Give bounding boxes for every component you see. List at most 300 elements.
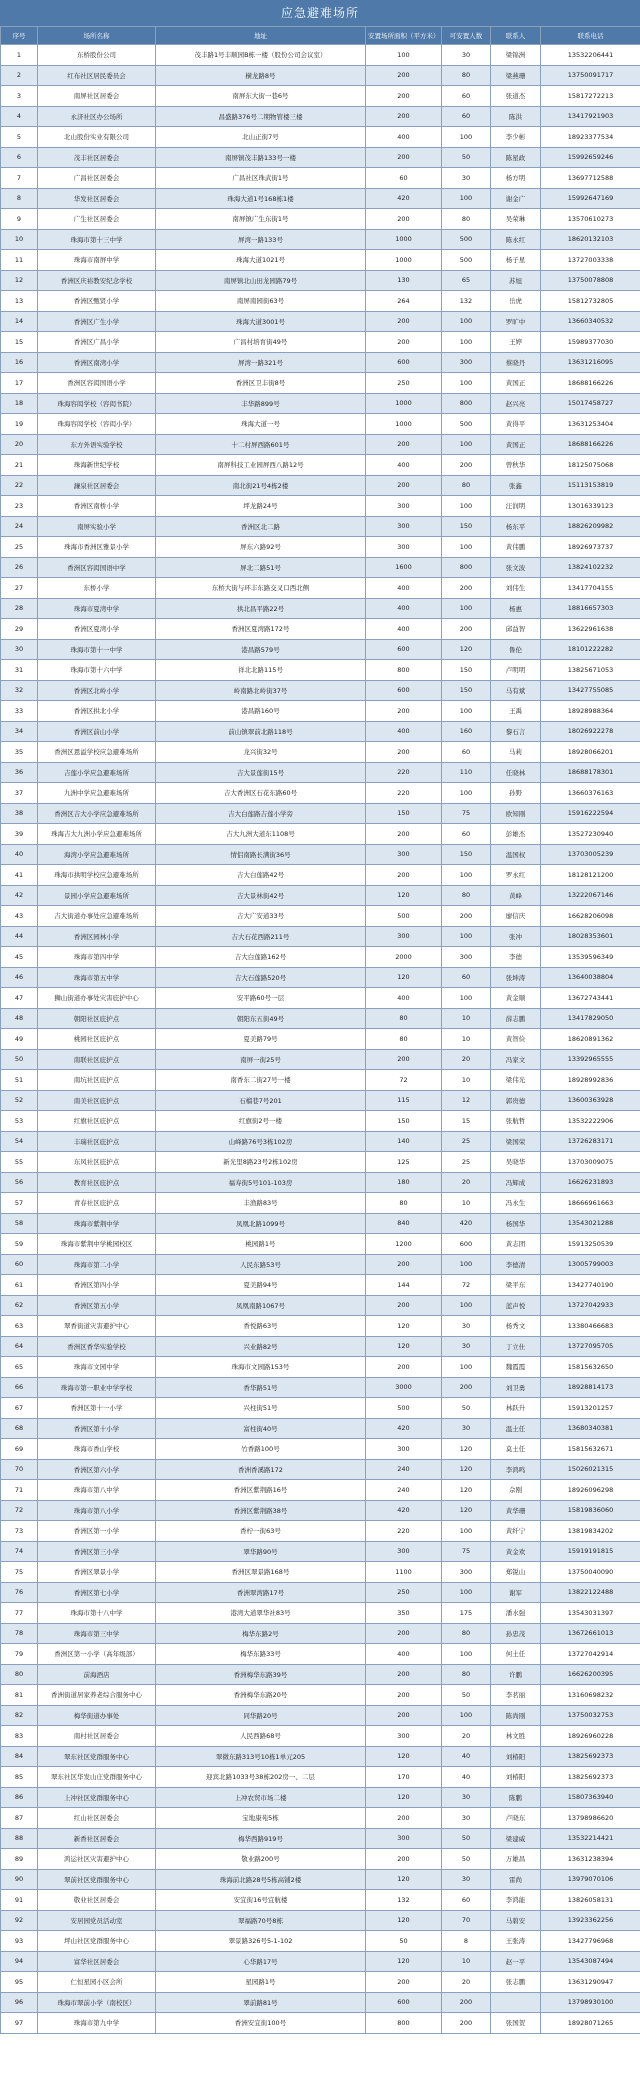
cell-area: 1100: [366, 1562, 442, 1583]
cell-phone: 18028353601: [541, 926, 640, 947]
cell-address: 前山镇翠前北路118号: [156, 721, 366, 742]
cell-phone: 13660376163: [541, 783, 640, 804]
cell-capacity: 200: [442, 578, 491, 599]
cell-name: 珠海新世纪学校: [38, 455, 156, 476]
cell-capacity: 50: [442, 1398, 491, 1419]
cell-index: 59: [1, 1234, 38, 1255]
cell-contact: 廖信庆: [491, 906, 541, 927]
cell-address: 坪龙路24号: [156, 496, 366, 517]
table-row: [1, 1644, 640, 1665]
cell-capacity: 30: [442, 1869, 491, 1890]
cell-name: 珠海市夏湾中学: [38, 598, 156, 619]
cell-contact: 李德: [491, 947, 541, 968]
table-row: [1, 721, 640, 742]
cell-address: 南屏东大街一巷6号: [156, 86, 366, 107]
cell-address: 红旗街2号一楼: [156, 1111, 366, 1132]
cell-name: 梅华街道办事处: [38, 1705, 156, 1726]
cell-capacity: 100: [442, 1295, 491, 1316]
table-row: [1, 1070, 640, 1091]
cell-capacity: 20: [442, 1972, 491, 1993]
cell-index: 35: [1, 742, 38, 763]
cell-name: 香洲区广生小学: [38, 311, 156, 332]
table-body: [1, 45, 640, 2034]
cell-capacity: 100: [442, 311, 491, 332]
cell-name: 珠海市第二小学: [38, 1254, 156, 1275]
cell-name: 香洲区广昌小学: [38, 332, 156, 353]
cell-address: 香华路51号: [156, 1377, 366, 1398]
cell-capacity: 160: [442, 721, 491, 742]
cell-capacity: 100: [442, 1644, 491, 1665]
cell-contact: 罗永红: [491, 865, 541, 886]
cell-area: 400: [366, 127, 442, 148]
table-row: [1, 1234, 640, 1255]
cell-area: 600: [366, 680, 442, 701]
cell-area: 200: [366, 1357, 442, 1378]
table-row: [1, 1459, 640, 1480]
cell-name: 富华社区居委会: [38, 1951, 156, 1972]
cell-capacity: 100: [442, 1582, 491, 1603]
cell-capacity: 100: [442, 496, 491, 517]
cell-contact: 万雄昌: [491, 1849, 541, 1870]
table-row: [1, 1726, 640, 1747]
cell-index: 68: [1, 1418, 38, 1439]
cell-contact: 杨方明: [491, 168, 541, 189]
cell-phone: 13726283171: [541, 1131, 640, 1152]
cell-contact: 李鸿能: [491, 1890, 541, 1911]
table-row: [1, 844, 640, 865]
cell-address: 南香东二街27号一楼: [156, 1070, 366, 1091]
cell-capacity: 100: [442, 188, 491, 209]
cell-name: 珠海市紫荆中学: [38, 1213, 156, 1234]
cell-address: 北山正街7号: [156, 127, 366, 148]
cell-contact: 李茗丽: [491, 1685, 541, 1706]
cell-contact: 冯辉成: [491, 1172, 541, 1193]
cell-address: 丰渔路83号: [156, 1193, 366, 1214]
cell-phone: 13005799003: [541, 1254, 640, 1275]
cell-name: 东桥股份公司: [38, 45, 156, 66]
cell-phone: 13532222906: [541, 1111, 640, 1132]
cell-area: 200: [366, 824, 442, 845]
cell-address: 人民东路53号: [156, 1254, 366, 1275]
cell-index: 29: [1, 619, 38, 640]
cell-index: 51: [1, 1070, 38, 1091]
cell-address: 吉大石莲路520号: [156, 967, 366, 988]
table-row: [1, 1336, 640, 1357]
cell-contact: 鲁伦: [491, 639, 541, 660]
cell-contact: 张冲: [491, 926, 541, 947]
cell-phone: 13427796968: [541, 1931, 640, 1952]
cell-name: 香洲区吉大小学应急避难场所: [38, 803, 156, 824]
cell-capacity: 800: [442, 557, 491, 578]
cell-contact: 岳虎: [491, 291, 541, 312]
cell-capacity: 500: [442, 250, 491, 271]
cell-index: 54: [1, 1131, 38, 1152]
table-row: [1, 147, 640, 168]
table-row: [1, 967, 640, 988]
cell-phone: 13417704155: [541, 578, 640, 599]
table-row: [1, 1111, 640, 1132]
cell-index: 17: [1, 373, 38, 394]
cell-index: 42: [1, 885, 38, 906]
table-row: [1, 988, 640, 1009]
cell-phone: 13979070106: [541, 1869, 640, 1890]
table-row: [1, 1972, 640, 1993]
cell-address: 凤凰北路1099号: [156, 1213, 366, 1234]
cell-area: 1200: [366, 1234, 442, 1255]
table-row: [1, 45, 640, 66]
cell-name: 华发社区居委会: [38, 188, 156, 209]
cell-contact: 黄华珊: [491, 1500, 541, 1521]
cell-capacity: 175: [442, 1603, 491, 1624]
shelter-table: [0, 26, 640, 2034]
cell-phone: 15989377030: [541, 332, 640, 353]
cell-capacity: 10: [442, 1070, 491, 1091]
cell-name: 南屏社区居委会: [38, 86, 156, 107]
cell-phone: 13539596349: [541, 947, 640, 968]
cell-index: 26: [1, 557, 38, 578]
cell-name: 景园小学应急避难场所: [38, 885, 156, 906]
cell-name: 南村社区居委会: [38, 1726, 156, 1747]
cell-phone: 16626200395: [541, 1664, 640, 1685]
col-header-area: 安置场所面积（平方米）: [366, 27, 442, 45]
cell-contact: 林跃升: [491, 1398, 541, 1419]
cell-index: 81: [1, 1685, 38, 1706]
table-row: [1, 1213, 640, 1234]
cell-index: 8: [1, 188, 38, 209]
cell-contact: 梁伟光: [491, 1070, 541, 1091]
cell-phone: 18125075068: [541, 455, 640, 476]
cell-phone: 18928814173: [541, 1377, 640, 1398]
cell-phone: 13672743441: [541, 988, 640, 1009]
table-row: [1, 1603, 640, 1624]
cell-phone: 18620891362: [541, 1029, 640, 1050]
table-row: [1, 1623, 640, 1644]
cell-area: 300: [366, 1828, 442, 1849]
cell-index: 86: [1, 1787, 38, 1808]
cell-area: 840: [366, 1213, 442, 1234]
cell-area: 120: [366, 1951, 442, 1972]
cell-name: 南联社区庇护点: [38, 1049, 156, 1070]
cell-phone: 15913250539: [541, 1234, 640, 1255]
cell-capacity: 100: [442, 434, 491, 455]
table-row: [1, 1746, 640, 1767]
table-row: [1, 1152, 640, 1173]
cell-name: 珠海市第八中学: [38, 1480, 156, 1501]
cell-name: 珠海市翠前小学（南校区）: [38, 1992, 156, 2013]
cell-phone: 13703009075: [541, 1152, 640, 1173]
cell-address: 夏美路94号: [156, 1275, 366, 1296]
cell-capacity: 75: [442, 1541, 491, 1562]
cell-capacity: 80: [442, 65, 491, 86]
cell-area: 200: [366, 475, 442, 496]
cell-area: 2000: [366, 947, 442, 968]
cell-address: 翠微东路313号10栋1单元205: [156, 1746, 366, 1767]
table-row: [1, 1992, 640, 2013]
cell-contact: 马有斌: [491, 680, 541, 701]
cell-index: 76: [1, 1582, 38, 1603]
cell-area: 80: [366, 1029, 442, 1050]
cell-phone: 13750091717: [541, 65, 640, 86]
cell-name: 香洲区拱北小学: [38, 701, 156, 722]
cell-phone: 18928071265: [541, 2013, 640, 2034]
cell-capacity: 30: [442, 45, 491, 66]
cell-address: 南屏一街25号: [156, 1049, 366, 1070]
cell-capacity: 30: [442, 168, 491, 189]
cell-index: 27: [1, 578, 38, 599]
cell-name: 海湾小学应急避难场所: [38, 844, 156, 865]
cell-name: 敬业社区居委会: [38, 1890, 156, 1911]
cell-phone: 13697712588: [541, 168, 640, 189]
cell-phone: 15817272213: [541, 86, 640, 107]
cell-contact: 孙忠茂: [491, 1623, 541, 1644]
cell-address: 竹香路100号: [156, 1439, 366, 1460]
cell-area: 80: [366, 1008, 442, 1029]
cell-contact: 陈鹏: [491, 1787, 541, 1808]
table-row: [1, 455, 640, 476]
cell-phone: 13527230940: [541, 824, 640, 845]
table-row: [1, 660, 640, 681]
cell-area: 1600: [366, 557, 442, 578]
cell-index: 96: [1, 1992, 38, 2013]
cell-area: 200: [366, 147, 442, 168]
cell-address: 吉大香洲区石花东路60号: [156, 783, 366, 804]
cell-contact: 刘椿阳: [491, 1767, 541, 1788]
cell-address: 情侣南路长满街36号: [156, 844, 366, 865]
cell-index: 38: [1, 803, 38, 824]
cell-index: 20: [1, 434, 38, 455]
cell-capacity: 800: [442, 393, 491, 414]
cell-index: 16: [1, 352, 38, 373]
cell-phone: 18926973737: [541, 537, 640, 558]
cell-contact: 杨秀文: [491, 1316, 541, 1337]
cell-phone: 18688166226: [541, 434, 640, 455]
cell-area: 420: [366, 1418, 442, 1439]
cell-area: 1000: [366, 414, 442, 435]
cell-name: 香洲区第一小学（高年级部）: [38, 1644, 156, 1665]
cell-area: 1000: [366, 393, 442, 414]
cell-name: 新香社区居委会: [38, 1828, 156, 1849]
table-row: [1, 1931, 640, 1952]
cell-contact: 杨惠: [491, 598, 541, 619]
cell-phone: 15815632650: [541, 1357, 640, 1378]
cell-phone: 13750040090: [541, 1562, 640, 1583]
cell-area: 220: [366, 762, 442, 783]
cell-name: 上冲社区党群服务中心: [38, 1787, 156, 1808]
cell-area: 800: [366, 660, 442, 681]
cell-capacity: 100: [442, 127, 491, 148]
cell-name: 九洲中学应急避难场所: [38, 783, 156, 804]
table-row: [1, 865, 640, 886]
table-row: [1, 1418, 640, 1439]
cell-area: 200: [366, 1049, 442, 1070]
cell-index: 21: [1, 455, 38, 476]
table-row: [1, 578, 640, 599]
cell-address: 香洲区夏湾路172号: [156, 619, 366, 640]
col-header-address: 地址: [156, 27, 366, 45]
cell-capacity: 25: [442, 1131, 491, 1152]
cell-name: 吉莲小学应急避难场所: [38, 762, 156, 783]
cell-address: 珠海大道一号: [156, 414, 366, 435]
cell-address: 兴柱街51号: [156, 1398, 366, 1419]
cell-address: 吉大白莲路42号: [156, 865, 366, 886]
cell-address: 山峰路76号3栋102房: [156, 1131, 366, 1152]
cell-contact: 黄金顺: [491, 988, 541, 1009]
cell-name: 珠海市第一职业中学学校: [38, 1377, 156, 1398]
table-row: [1, 701, 640, 722]
cell-capacity: 12: [442, 1090, 491, 1111]
table-row: [1, 393, 640, 414]
cell-contact: 黄志团: [491, 1234, 541, 1255]
cell-name: 香洲区第四小学: [38, 1275, 156, 1296]
cell-index: 7: [1, 168, 38, 189]
cell-contact: 梁燕珊: [491, 65, 541, 86]
cell-name: 狮山街道办事处灾害庇护中心: [38, 988, 156, 1009]
cell-index: 57: [1, 1193, 38, 1214]
cell-index: 49: [1, 1029, 38, 1050]
cell-address: 香洲翠湾路17号: [156, 1582, 366, 1603]
cell-address: 屏北二路51号: [156, 557, 366, 578]
cell-contact: 温土任: [491, 1418, 541, 1439]
cell-name: 珠海市第三中学: [38, 1623, 156, 1644]
cell-contact: 卢晓东: [491, 1808, 541, 1829]
cell-area: 200: [366, 311, 442, 332]
cell-name: 南屏实验小学: [38, 516, 156, 537]
cell-index: 10: [1, 229, 38, 250]
cell-phone: 13631238394: [541, 1849, 640, 1870]
cell-index: 71: [1, 1480, 38, 1501]
cell-phone: 13660340532: [541, 311, 640, 332]
cell-contact: 马莉: [491, 742, 541, 763]
table-row: [1, 885, 640, 906]
cell-index: 5: [1, 127, 38, 148]
cell-address: 港昌路579号: [156, 639, 366, 660]
cell-capacity: 60: [442, 824, 491, 845]
cell-contact: 黄纤宁: [491, 1521, 541, 1542]
cell-index: 15: [1, 332, 38, 353]
cell-index: 83: [1, 1726, 38, 1747]
cell-index: 80: [1, 1664, 38, 1685]
cell-name: 香洲区北岭小学: [38, 680, 156, 701]
cell-address: 梅华东路33号: [156, 1644, 366, 1665]
table-row: [1, 926, 640, 947]
cell-area: 130: [366, 270, 442, 291]
cell-capacity: 80: [442, 475, 491, 496]
cell-address: 安平路60号一层: [156, 988, 366, 1009]
cell-area: 400: [366, 619, 442, 640]
cell-index: 85: [1, 1767, 38, 1788]
cell-address: 拱北昌平路22号: [156, 598, 366, 619]
table-row: [1, 1090, 640, 1111]
cell-area: 200: [366, 1254, 442, 1275]
table-row: [1, 639, 640, 660]
cell-address: 桃园路1号: [156, 1234, 366, 1255]
table-row: [1, 1664, 640, 1685]
cell-address: 香洲梅华东路39号: [156, 1664, 366, 1685]
table-row: [1, 1193, 640, 1214]
cell-name: 珠海市第四中学: [38, 947, 156, 968]
cell-area: 200: [366, 1295, 442, 1316]
cell-name: 珠海市第八小学: [38, 1500, 156, 1521]
cell-contact: 黄智俭: [491, 1029, 541, 1050]
cell-name: 仁恒星园小区会所: [38, 1972, 156, 1993]
cell-phone: 13417829050: [541, 1008, 640, 1029]
cell-capacity: 132: [442, 291, 491, 312]
cell-capacity: 300: [442, 352, 491, 373]
cell-index: 4: [1, 106, 38, 127]
cell-address: 昌盛路376号二期物管楼三楼: [156, 106, 366, 127]
cell-index: 55: [1, 1152, 38, 1173]
cell-address: 南屏镇广生东街1号: [156, 209, 366, 230]
table-row: [1, 1357, 640, 1378]
table-row: [1, 803, 640, 824]
cell-address: 吉大白莲路162号: [156, 947, 366, 968]
table-row: [1, 250, 640, 271]
cell-contact: 王张涛: [491, 1931, 541, 1952]
cell-contact: 彭雄杰: [491, 824, 541, 845]
cell-capacity: 60: [442, 86, 491, 107]
cell-index: 44: [1, 926, 38, 947]
table-row: [1, 1705, 640, 1726]
cell-contact: 陈洪: [491, 106, 541, 127]
cell-index: 90: [1, 1869, 38, 1890]
cell-contact: 黄国正: [491, 434, 541, 455]
cell-contact: 梁国荣: [491, 1131, 541, 1152]
cell-name: 香洲区园林小学: [38, 926, 156, 947]
cell-area: 300: [366, 1541, 442, 1562]
table-row: [1, 1910, 640, 1931]
cell-phone: 13570610273: [541, 209, 640, 230]
cell-contact: 冯家文: [491, 1049, 541, 1070]
cell-capacity: 200: [442, 455, 491, 476]
cell-address: 东桥大街与环丰东路交叉口西北侧: [156, 578, 366, 599]
cell-phone: 13750078808: [541, 270, 640, 291]
cell-contact: 雷尚: [491, 1869, 541, 1890]
cell-phone: 13222067146: [541, 885, 640, 906]
cell-name: 永济社区办公场所: [38, 106, 156, 127]
table-row: [1, 1808, 640, 1829]
cell-capacity: 60: [442, 742, 491, 763]
cell-name: 红布社区居民委员会: [38, 65, 156, 86]
cell-address: 南北街21号4栋2楼: [156, 475, 366, 496]
cell-address: 梅华东路2号: [156, 1623, 366, 1644]
cell-contact: 苏旭: [491, 270, 541, 291]
cell-name: 坪山社区党群服务中心: [38, 1931, 156, 1952]
cell-capacity: 30: [442, 1787, 491, 1808]
cell-capacity: 50: [442, 1685, 491, 1706]
cell-phone: 13640038804: [541, 967, 640, 988]
cell-index: 31: [1, 660, 38, 681]
cell-contact: 李德清: [491, 1254, 541, 1275]
table-row: [1, 906, 640, 927]
cell-area: 200: [366, 742, 442, 763]
cell-address: 新光里8路23号2栋102房: [156, 1152, 366, 1173]
cell-address: 南屏南园街63号: [156, 291, 366, 312]
cell-capacity: 50: [442, 1849, 491, 1870]
cell-index: 40: [1, 844, 38, 865]
cell-contact: 林文胜: [491, 1726, 541, 1747]
cell-index: 12: [1, 270, 38, 291]
cell-name: 香洲区第十小学: [38, 1418, 156, 1439]
cell-capacity: 100: [442, 701, 491, 722]
cell-phone: 18928988364: [541, 701, 640, 722]
cell-address: 广昌村培育街49号: [156, 332, 366, 353]
cell-capacity: 300: [442, 1562, 491, 1583]
cell-area: 600: [366, 1992, 442, 2013]
table-row: [1, 1377, 640, 1398]
cell-name: 东桥小学: [38, 578, 156, 599]
cell-area: 240: [366, 1459, 442, 1480]
cell-address: 屏湾一路133号: [156, 229, 366, 250]
